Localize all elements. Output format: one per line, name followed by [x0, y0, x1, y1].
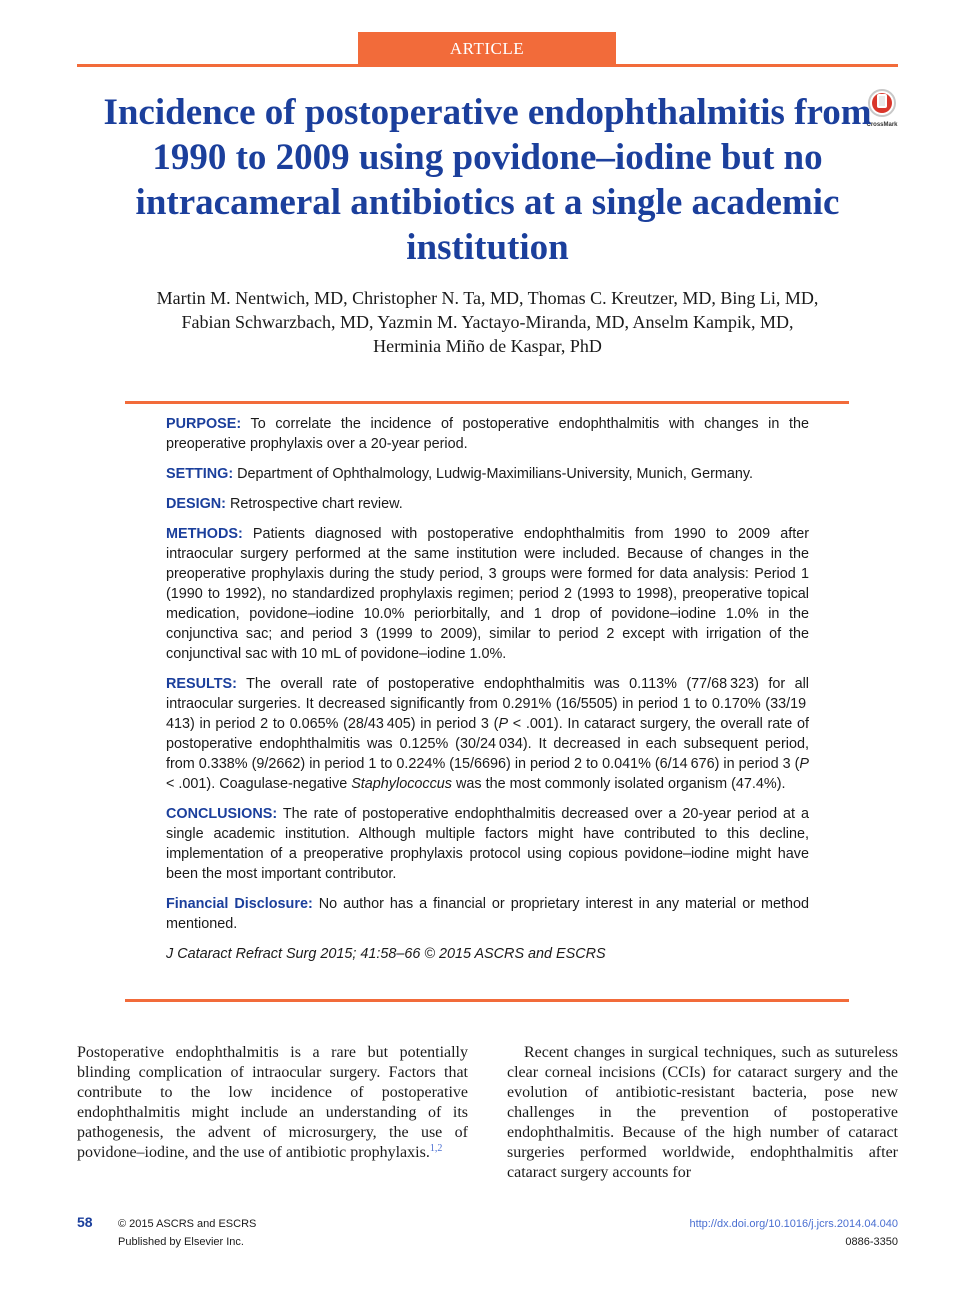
abstract-design	[166, 494, 809, 514]
author-line: Herminia Miño de Kaspar, PhD	[373, 336, 602, 356]
abstract-top-rule	[125, 401, 849, 404]
copyright-text: © 2015 ASCRS and ESCRS	[118, 1218, 257, 1230]
section-text: Department of Ophthalmology, Ludwig-Maximilians-University, Munich, Germany.	[237, 466, 754, 482]
abstract-disclosure	[166, 894, 809, 934]
reference-link[interactable]: 1,2	[429, 1143, 443, 1154]
p-value-symbol: P	[498, 716, 509, 732]
body-paragraph: Recent changes in surgical techniques, such as sutureless clear corneal incisions (CCIs) for cataract surgery and the evolution of antibiotic-resistant bacteria, pose new challenges in the prevention of postoperative endophthalmitis. Because of the high number of cataract surgeries performed worldwide, endophthalmitis after cataract surgery accounts for	[507, 1044, 898, 1181]
abstract	[166, 414, 809, 974]
author-list	[90, 286, 885, 358]
section-label: SETTING:	[166, 466, 234, 482]
section-label: DESIGN:	[166, 496, 226, 512]
section-text: < .001). In cataract surgery, the overall rate of postoperative endophthalmitis was 0.125% (30/24 034). It decreased in each subsequent period, from 0.338% (9/2662) in period 1 to 0.224% (15/6696) in period 2 to 0.041% (6/14 676) in period 3 (	[166, 716, 809, 772]
article-title: Incidence of postoperative endophthalmitis from 1990 to 2009 using povidone–iodine but no intracameral antibiotics at a single academic institution	[103, 92, 872, 268]
body-paragraph	[77, 1043, 468, 1163]
section-label: METHODS:	[166, 526, 243, 542]
body-text: Postoperative endophthalmitis is a rare but potentially blinding complication of intraocular surgery. Factors that contribute to the low incidence of postoperative endophthalmitis might include an understanding of its pathogenesis, the advent of microsurgery, the use of povidone–iodine, and the use of antibiotic prophylaxis.	[77, 1044, 468, 1161]
section-text: Retrospective chart review.	[229, 496, 403, 512]
section-text: The rate of postoperative endophthalmitis decreased over a 20-year period at a single academic institution. Although multiple factors might have contributed to this decline, implementation of a preoperative prophylaxis protocol using copious povidone–iodine might have been the most important contributor.	[166, 806, 809, 882]
author-line: Fabian Schwarzbach, MD, Yazmin M. Yactayo-Miranda, MD, Anselm Kampik, MD,	[181, 312, 794, 332]
abstract-methods	[166, 524, 809, 664]
abstract-purpose	[166, 414, 809, 454]
section-text: No author has a financial or proprietary interest in any material or method mentioned.	[166, 896, 810, 932]
section-label: RESULTS:	[166, 676, 237, 692]
header-rule	[77, 64, 898, 67]
journal-citation: J Cataract Refract Surg 2015; 41:58–66 © 2015 ASCRS and ESCRS	[166, 946, 606, 962]
publisher-text: Published by Elsevier Inc.	[118, 1236, 244, 1248]
abstract-conclusions	[166, 804, 809, 884]
article-type-tag: ARTICLE	[358, 32, 616, 66]
body-column-right	[507, 1043, 898, 1183]
section-label: CONCLUSIONS:	[166, 806, 278, 822]
crossmark-label: CrossMark	[866, 122, 898, 128]
section-label: PURPOSE:	[166, 416, 242, 432]
section-text: was the most commonly isolated organism (47.4%).	[452, 776, 786, 792]
section-label: Financial Disclosure:	[166, 896, 313, 912]
abstract-setting	[166, 464, 809, 484]
footer-copyright	[118, 1215, 256, 1251]
doi-link[interactable]: http://dx.doi.org/10.1016/j.jcrs.2014.04.040	[689, 1218, 898, 1230]
p-value-symbol: P	[799, 756, 809, 772]
author-line: Martin M. Nentwich, MD, Christopher N. Ta, MD, Thomas C. Kreutzer, MD, Bing Li, MD,	[156, 288, 819, 308]
organism-name: Staphylococcus	[351, 776, 452, 792]
section-text: The overall rate of postoperative endophthalmitis was 0.113% (77/68 323) for all intraocular surgeries. It decreased significantly from 0.291% (16/5505) in period 1 to 0.170% (33/19 413) in period 2 to 0.065% (28/43 405) in period 3 (	[166, 676, 809, 732]
abstract-bottom-rule	[125, 999, 849, 1002]
section-text: Patients diagnosed with postoperative endophthalmitis from 1990 to 2009 after intraocular surgery performed at the same institution were included. Because of changes in the preoperative prophylaxis during the study period, 3 groups were formed for data analysis: Period 1 (1990 to 1992), no standardized prophylaxis regimen; period 2 (1993 to 1998), preoperative topical medication, povidone–iodine 10.0% periorbitally, and 1 drop of povidone–iodine 1.0% in the conjunctiva sac; and period 3 (1999 to 2009), similar to period 2 except with irrigation of the conjunctival sac with 10 mL of povidone–iodine 1.0%.	[166, 526, 810, 662]
issn: 0886-3350	[845, 1236, 898, 1248]
page-number: 58	[77, 1214, 93, 1230]
section-text: < .001). Coagulase-negative	[166, 776, 352, 792]
section-text: To correlate the incidence of postoperative endophthalmitis with changes in the preoperative prophylaxis over a 20-year period.	[166, 416, 809, 452]
body-column-left	[77, 1043, 468, 1163]
abstract-results	[166, 674, 809, 794]
